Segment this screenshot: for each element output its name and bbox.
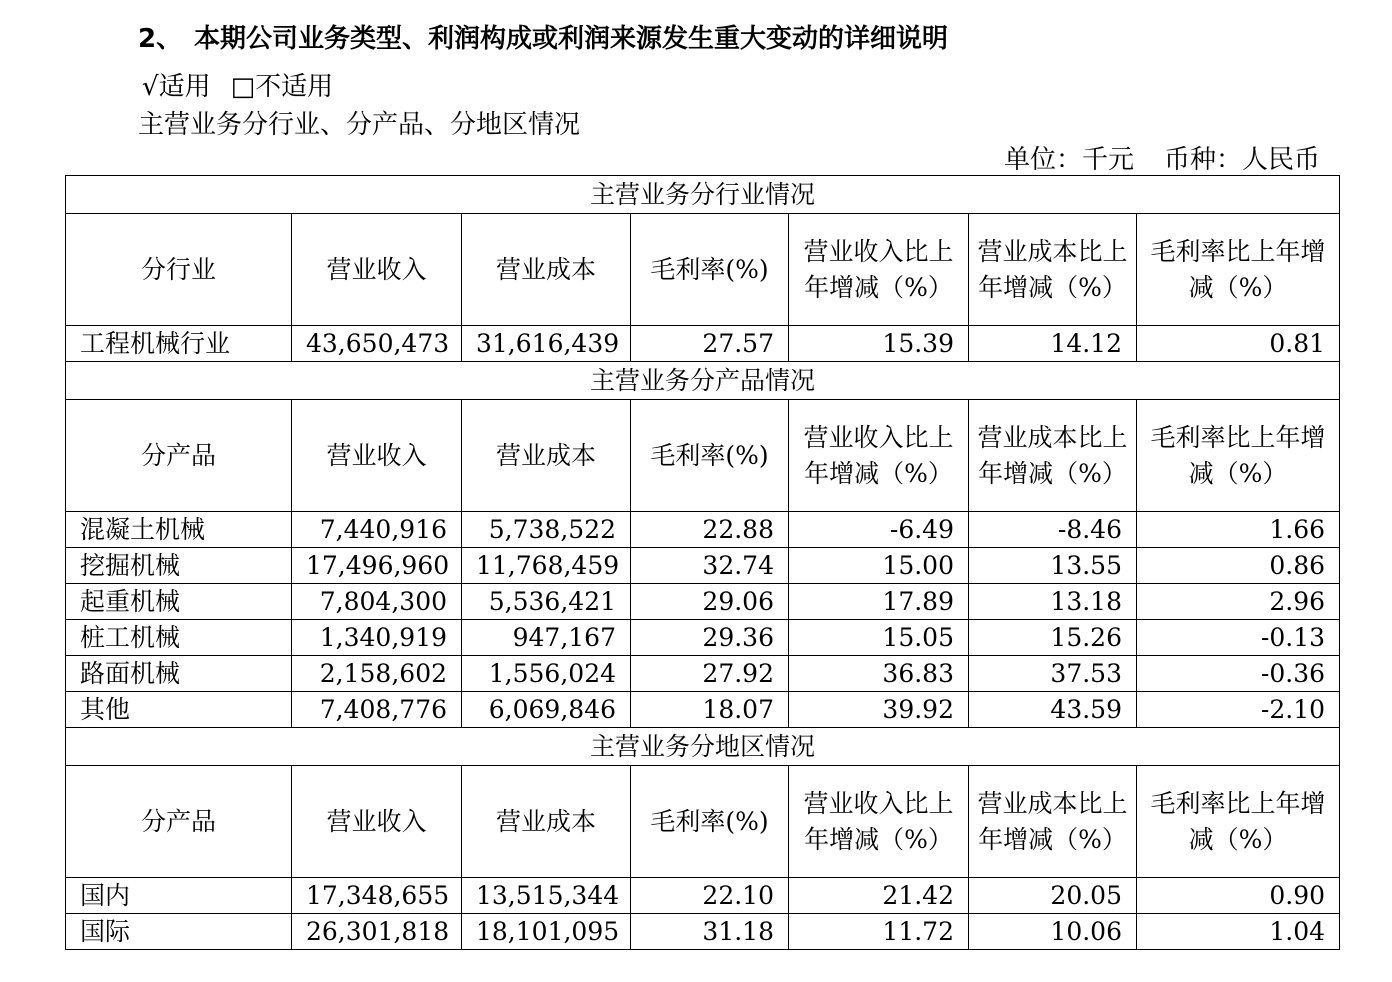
value-cell: 1.04 [1137,914,1340,950]
value-cell: 36.83 [789,656,969,692]
value-cell: 13.18 [969,584,1137,620]
column-header: 营业收入 [292,214,462,326]
table-caption: 主营业务分行业、分产品、分地区情况 [138,110,581,140]
row-label-cell: 其他 [66,692,292,728]
value-cell: 32.74 [631,548,789,584]
value-cell: 15.26 [969,620,1137,656]
column-header: 营业成本 [462,766,631,878]
section-number: 2、 [138,24,183,54]
column-header: 营业成本比上年增减（%） [969,214,1137,326]
value-cell: 20.05 [969,878,1137,914]
value-cell: 37.53 [969,656,1137,692]
column-header: 毛利率(%) [631,400,789,512]
value-cell: 13,515,344 [462,878,631,914]
value-cell: 15.00 [789,548,969,584]
value-cell: 22.10 [631,878,789,914]
option-applicable: √适用 [142,72,211,102]
value-cell: 5,738,522 [462,512,631,548]
table-row [66,692,1340,728]
row-label-cell: 起重机械 [66,584,292,620]
table-row [66,878,1340,914]
value-cell: 39.92 [789,692,969,728]
value-cell: 6,069,846 [462,692,631,728]
column-header: 毛利率比上年增减（%） [1137,400,1340,512]
column-header: 营业成本 [462,214,631,326]
table-row [66,326,1340,362]
section-title: 主营业务分产品情况 [66,362,1340,400]
unit-line [1004,139,1320,176]
section-title-row [66,728,1340,766]
table-row [66,656,1340,692]
value-cell: -2.10 [1137,692,1340,728]
value-cell: 17,496,960 [292,548,462,584]
value-cell: 0.90 [1137,878,1340,914]
table-row [66,620,1340,656]
column-header: 毛利率(%) [631,766,789,878]
currency-label: 币种：人民币 [1163,145,1320,175]
value-cell: 7,440,916 [292,512,462,548]
column-header: 营业成本比上年增减（%） [969,766,1137,878]
value-cell: -0.13 [1137,620,1340,656]
column-header: 毛利率比上年增减（%） [1137,766,1340,878]
column-header: 分产品 [66,766,292,878]
value-cell: 7,408,776 [292,692,462,728]
value-cell: 15.39 [789,326,969,362]
column-header-row [66,766,1340,878]
value-cell: 26,301,818 [292,914,462,950]
value-cell: 11.72 [789,914,969,950]
section-title: 主营业务分地区情况 [66,728,1340,766]
value-cell: 29.36 [631,620,789,656]
column-header: 营业收入比上年增减（%） [789,766,969,878]
applicability-options [142,66,333,103]
value-cell: 21.42 [789,878,969,914]
value-cell: 18.07 [631,692,789,728]
column-header: 分行业 [66,214,292,326]
section-title: 主营业务分行业情况 [66,176,1340,214]
value-cell: 7,804,300 [292,584,462,620]
value-cell: 31.18 [631,914,789,950]
value-cell: 27.92 [631,656,789,692]
value-cell: -0.36 [1137,656,1340,692]
value-cell: 2.96 [1137,584,1340,620]
section-title: 本期公司业务类型、利润构成或利润来源发生重大变动的详细说明 [194,24,949,54]
column-header: 营业收入 [292,766,462,878]
table-row [66,548,1340,584]
row-label-cell: 工程机械行业 [66,326,292,362]
section-heading [138,18,948,55]
column-header: 营业收入 [292,400,462,512]
column-header: 毛利率比上年增减（%） [1137,214,1340,326]
column-header: 营业成本 [462,400,631,512]
unit-label: 单位：千元 [1003,145,1134,175]
row-label-cell: 桩工机械 [66,620,292,656]
main-business-table [65,175,1340,950]
row-label-cell: 路面机械 [66,656,292,692]
value-cell: 2,158,602 [292,656,462,692]
section-title-row [66,362,1340,400]
table-row [66,512,1340,548]
row-label-cell: 挖掘机械 [66,548,292,584]
value-cell: -6.49 [789,512,969,548]
value-cell: 17,348,655 [292,878,462,914]
value-cell: 10.06 [969,914,1137,950]
value-cell: 18,101,095 [462,914,631,950]
column-header: 毛利率(%) [631,214,789,326]
row-label-cell: 混凝土机械 [66,512,292,548]
value-cell: 43.59 [969,692,1137,728]
value-cell: 5,536,421 [462,584,631,620]
value-cell: 947,167 [462,620,631,656]
column-header-row [66,214,1340,326]
column-header: 营业成本比上年增减（%） [969,400,1137,512]
column-header: 营业收入比上年增减（%） [789,400,969,512]
value-cell: 1,340,919 [292,620,462,656]
value-cell: 11,768,459 [462,548,631,584]
section-title-row [66,176,1340,214]
table-row [66,914,1340,950]
option-not-applicable: □不适用 [230,72,334,102]
value-cell: 27.57 [631,326,789,362]
value-cell: 13.55 [969,548,1137,584]
value-cell: 31,616,439 [462,326,631,362]
row-label-cell: 国内 [66,878,292,914]
value-cell: -8.46 [969,512,1137,548]
value-cell: 29.06 [631,584,789,620]
value-cell: 0.81 [1137,326,1340,362]
table-row [66,584,1340,620]
value-cell: 1.66 [1137,512,1340,548]
column-header: 分产品 [66,400,292,512]
row-label-cell: 国际 [66,914,292,950]
value-cell: 0.86 [1137,548,1340,584]
value-cell: 14.12 [969,326,1137,362]
value-cell: 17.89 [789,584,969,620]
value-cell: 22.88 [631,512,789,548]
value-cell: 15.05 [789,620,969,656]
value-cell: 43,650,473 [292,326,462,362]
value-cell: 1,556,024 [462,656,631,692]
column-header: 营业收入比上年增减（%） [789,214,969,326]
column-header-row [66,400,1340,512]
